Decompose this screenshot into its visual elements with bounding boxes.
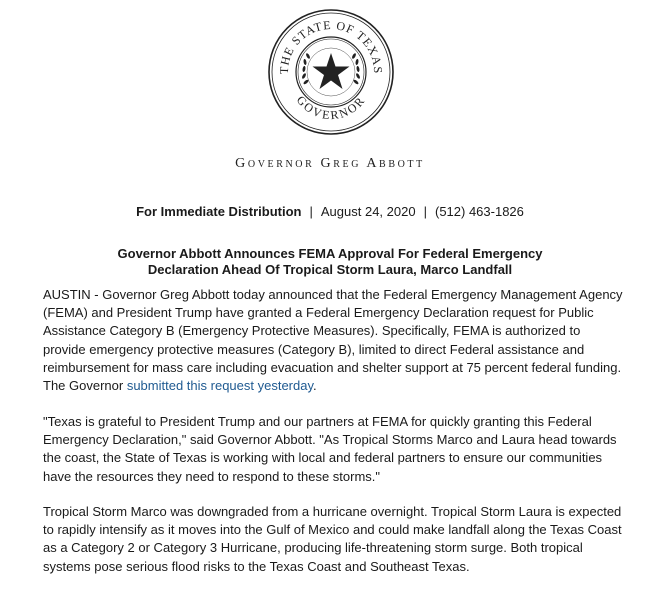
contact-phone: (512) 463-1826 [434, 204, 524, 219]
release-date: August 24, 2020 [320, 204, 416, 219]
distribution-line [0, 204, 660, 219]
governor-seal [268, 0, 395, 140]
seal-icon [268, 0, 395, 140]
headline-line-2: Declaration Ahead Of Tropical Storm Laura, Marco Landfall [147, 262, 513, 277]
press-release-headline [30, 246, 630, 278]
headline-line-1: Governor Abbott Announces FEMA Approval For Federal Emergency [117, 246, 543, 261]
seal-text-top: THE STATE OF TEXAS [276, 17, 386, 75]
star-icon [313, 53, 350, 89]
paragraph-text: AUSTIN - Governor Greg Abbott today announced that the Federal Emergency Management Agency (FEMA) and President Trump have granted a Federal Emergency Declaration request for Public Assistance Category B (Emergency Protective Measures). Specifically, FEMA is authorized to provide emergency protective measures (Category B), limited to direct Federal assistance and reimbursement for mass care including evacuation and shelter support at 75 percent federal funding. The Governor [43, 287, 623, 394]
body-paragraph-2: "Texas is grateful to President Trump and our partners at FEMA for quickly granting this Federal Emergency Declaration," said Governor Abbott. "As Tropical Storms Marco and Laura head towards the coast, the State of Texas is working with local and federal partners to ensure our communities have the resources they need to respond to these storms." [43, 414, 617, 484]
separator: | [423, 204, 427, 219]
svg-text:GOVERNOR [294, 93, 369, 122]
body-paragraph-3: Tropical Storm Marco was downgraded from a hurricane overnight. Tropical Storm Laura is expected to rapidly intensify as it moves into the Gulf of Mexico and could make landfall along the Texas Coast as a Category 2 or Category 3 Hurricane, producing life-threatening storm surge. Both tropical systems pose serious flood risks to the Texas Coast and Southeast Texas. [43, 504, 622, 574]
distribution-label: For Immediate Distribution [136, 204, 302, 219]
seal-text-bottom: GOVERNOR [293, 92, 369, 123]
separator: | [309, 204, 313, 219]
body-paragraph-1 [43, 286, 623, 395]
submitted-request-link[interactable]: submitted this request yesterday [126, 378, 314, 394]
paragraph-end: . [313, 378, 317, 394]
governor-name: Governor Greg Abbott [235, 156, 425, 171]
